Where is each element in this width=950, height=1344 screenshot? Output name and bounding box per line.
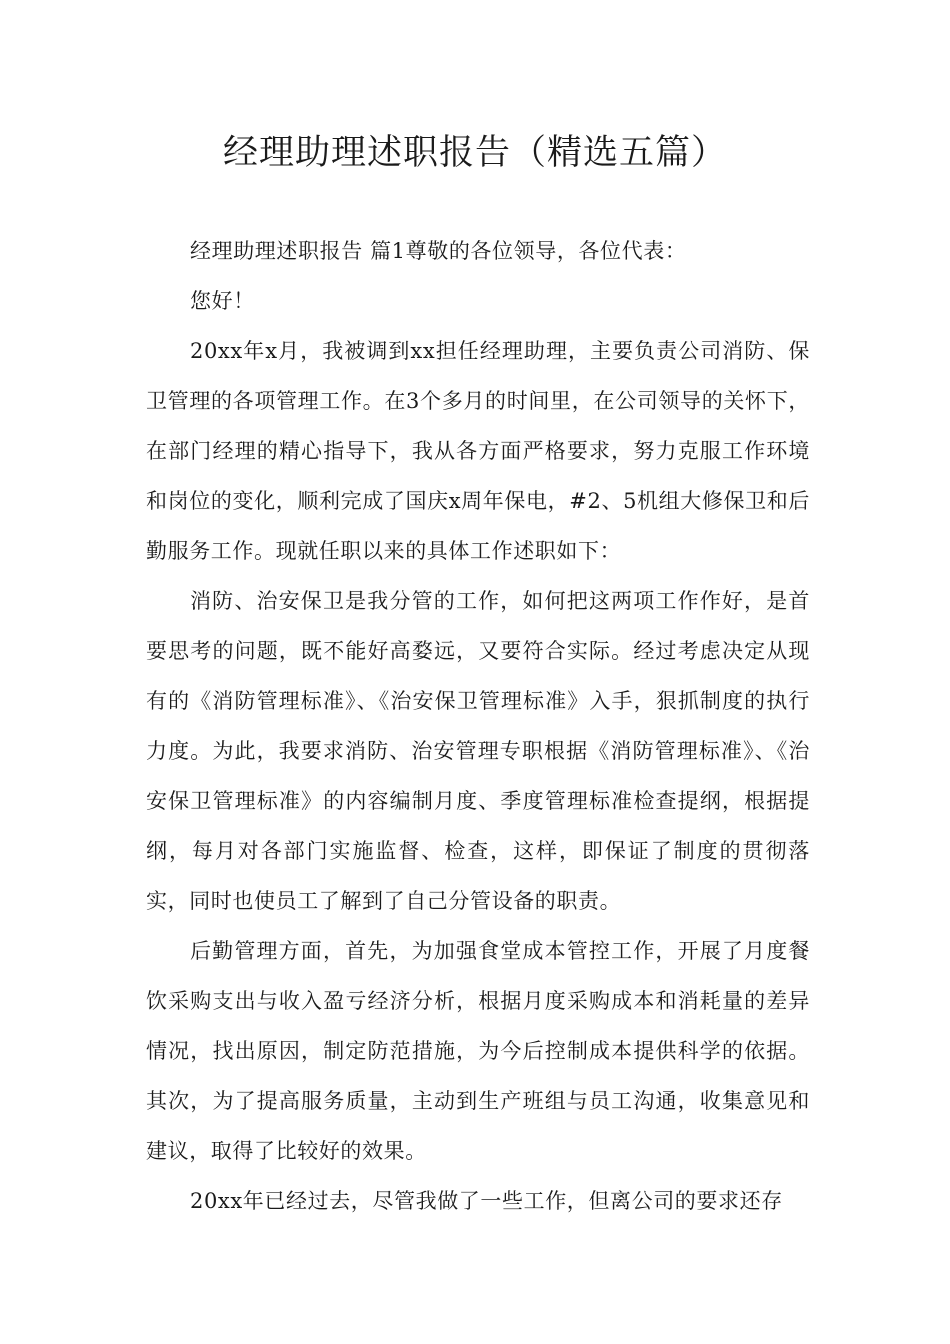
paragraph-salutation: 您好！ — [190, 289, 255, 313]
paragraph-greeting-header: 经理助理述职报告 篇1尊敬的各位领导，各位代表： — [190, 239, 687, 263]
document-title: 经理助理述职报告（精选五篇） — [222, 133, 727, 173]
paragraph-fire-security: 消防、治安保卫是我分管的工作，如何把这两项工作作好，是首要思考的问题，既不能好高婺远，又要符合实际。经过考虑决定从现有的《消防管理标准》、《治安保卫管理标准》入手，狠抓制度的执行力度。为此，我要求消防、治安管理专职根据《消防管理标准》、《治安保卫管理标准》的内容编制月度、季度管理标准检查提纲，根据提纲，每月对各部门实施监督、检查，这样，即保证了制度的贯彻落实，同时也使员工了解到了自己分管设备的职责。 — [146, 589, 810, 913]
paragraph-summary: 20xx年已经过去，尽管我做了一些工作，但离公司的要求还存 — [190, 1189, 783, 1213]
document-body — [146, 226, 810, 1226]
paragraph-appointment: 20xx年x月，我被调到xx担任经理助理，主要负责公司消防、保卫管理的各项管理工作。在3个多月的时间里，在公司领导的关怀下，在部门经理的精心指导下，我从各方面严格要求，努力克服工作环境和岗位的变化，顺利完成了国庆x周年保电，#2、5机组大修保卫和后勤服务工作。现就任职以来的具体工作述职如下： — [146, 339, 810, 563]
paragraph-logistics: 后勤管理方面，首先，为加强食堂成本管控工作，开展了月度餐饮采购支出与收入盈亏经济分析，根据月度采购成本和消耗量的差异情况，找出原因，制定防范措施，为今后控制成本提供科学的依据。其次，为了提高服务质量，主动到生产班组与员工沟通，收集意见和建议，取得了比较好的效果。 — [146, 939, 810, 1163]
